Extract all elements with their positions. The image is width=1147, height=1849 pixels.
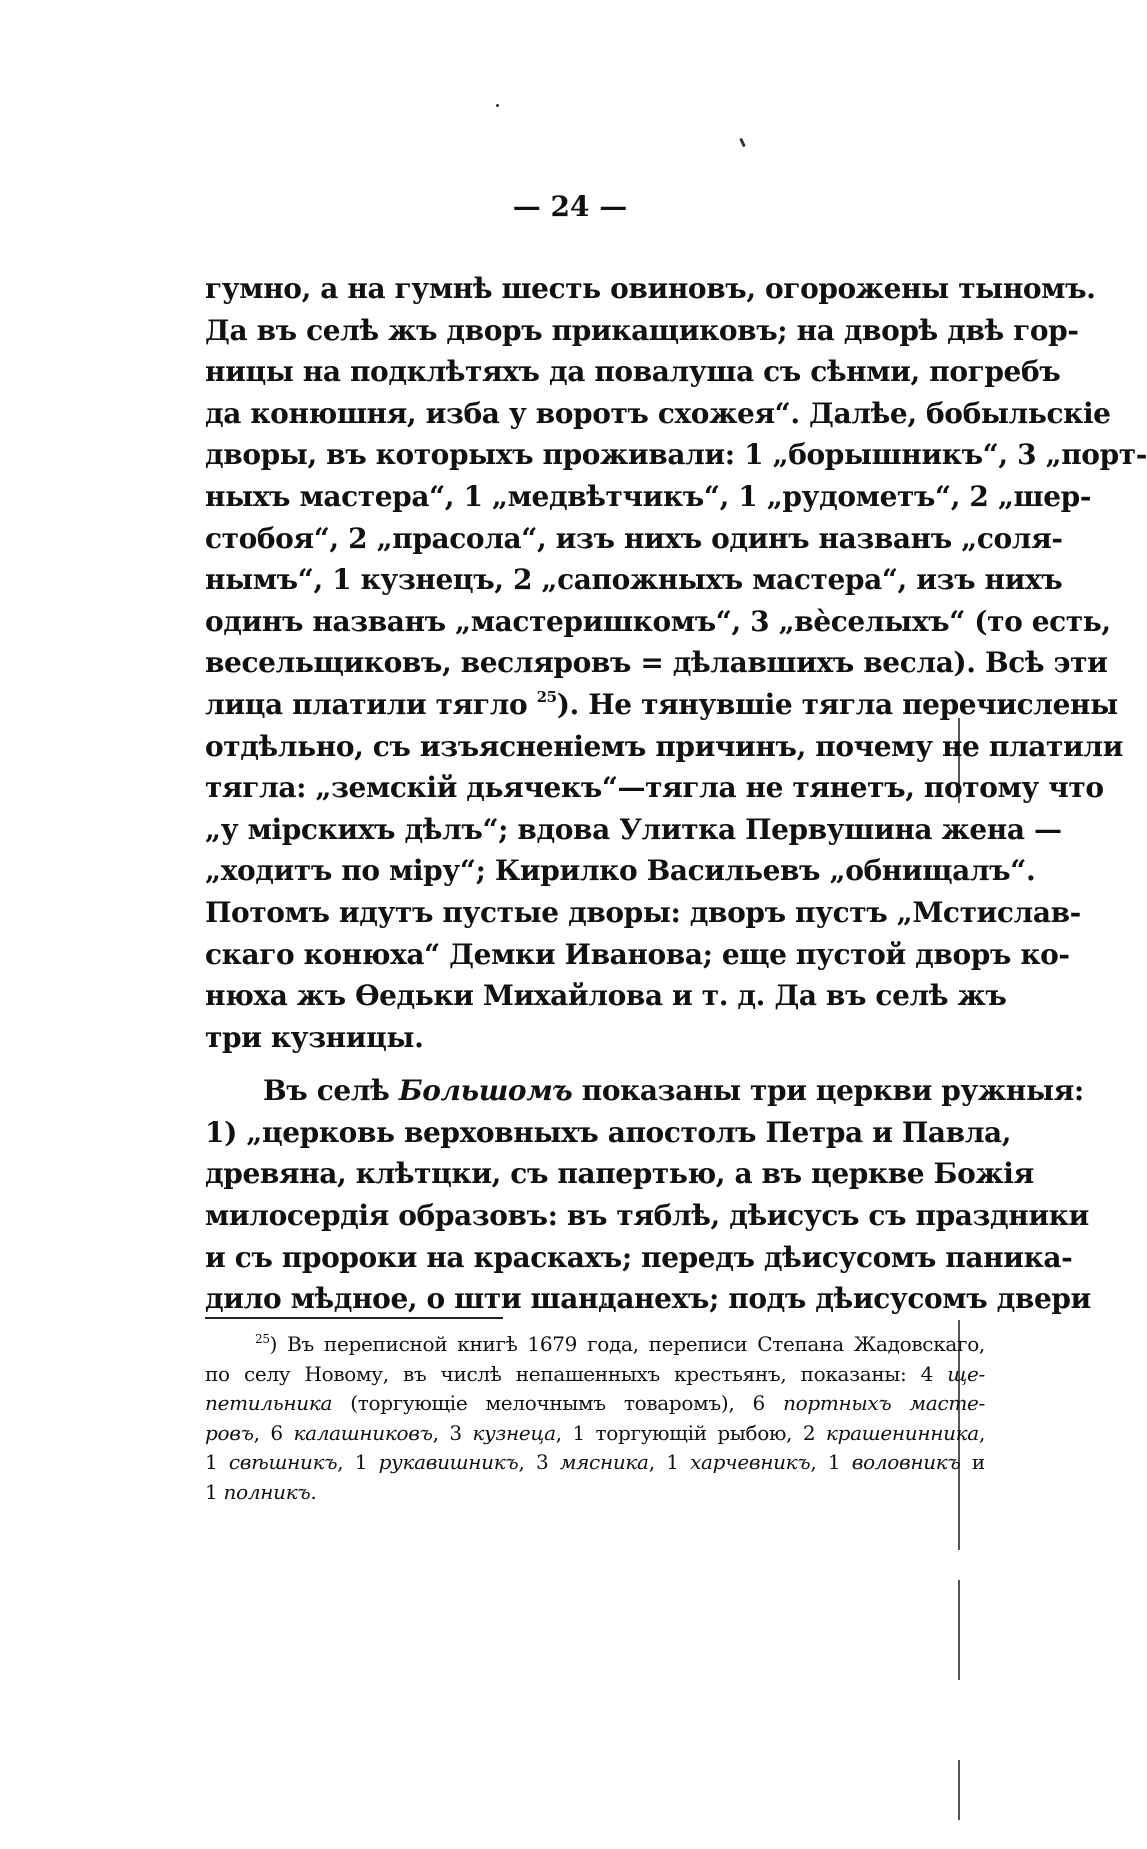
text-line: гумно, а на гумнѣ шесть овиновъ, огорожены тыномъ. [205,272,1096,305]
text-span: , 3 [518,1450,549,1475]
italic-term: ще- [947,1361,985,1386]
italic-term: портныхъ масте- [783,1391,985,1416]
footnote-line [205,1360,985,1390]
italic-place-name: Большомъ [398,1074,573,1108]
footnote-reference[interactable]: 25 [536,687,557,706]
text-line: „ходитъ по міру“; Кирилко Васильевъ „обнищалъ“. [205,854,1036,888]
text-line-with-footnote-ref [205,684,1118,726]
italic-term: крашенинника [825,1420,979,1445]
text-span: , 3 [432,1420,462,1445]
text-line: дило мѣдное, о шти шанданехъ; подъ дѣисусомъ двери [205,1282,1091,1316]
paragraph-gap [205,1058,985,1070]
margin-line [958,1760,960,1820]
text-line: скаго конюха“ Демки Иванова; еще пустой дворъ ко- [205,937,1070,971]
text-span: показаны три церкви ружныя: [572,1074,1084,1108]
text-span: Въ селѣ [263,1074,399,1108]
text-span: , 1 [337,1450,368,1475]
text-span: . [310,1479,317,1504]
footnote-rule [205,1317,503,1319]
scan-speck [739,138,746,147]
text-span: 1 [205,1450,218,1475]
page-number: — 24 — [512,190,628,223]
text-line: „у мірскихъ дѣлъ“; вдова Улитка Первушина жена — [205,812,1062,846]
italic-term: воловникъ [851,1450,961,1475]
footnote-line [205,1448,985,1478]
text-line: дворы, въ которыхъ проживали: 1 „борышникъ“, 3 „порт- [205,438,1147,472]
italic-term: рукавишникъ [378,1450,519,1475]
text-span: 1 [205,1479,218,1504]
scan-speck [496,104,499,107]
text-line: ницы на подклѣтяхъ да повалуша съ сѣнми, погребъ [205,355,1061,389]
italic-term: мясника [559,1450,649,1475]
text-span: , 1 [648,1450,679,1475]
italic-term: полникъ [223,1479,311,1504]
text-line: отдѣльно, съ изъясненіемъ причинъ, почему не платили [205,729,1124,763]
text-line: ныхъ мастера“, 1 „медвѣтчикъ“, 1 „рудометъ“, 2 „шер- [205,479,1092,513]
text-span: и [960,1450,985,1475]
text-span: ) Въ переписной книгѣ 1679 года, переписи Степана Жадовскаго, [269,1332,985,1356]
text-line: Да въ селѣ жъ дворъ прикащиковъ; на дворѣ двѣ гор- [205,313,1079,347]
text-span: по селу Новому, въ числѣ непашенныхъ крестьянъ, показаны: 4 [205,1361,934,1386]
text-line: одинъ названъ „мастеришкомъ“, 3 „вѐселыхъ“ (то есть, [205,604,1111,638]
text-line: древяна, клѣтцки, съ папертью, а въ церкве Божія [205,1157,1034,1191]
italic-term: петильника [205,1391,333,1416]
text-line: три кузницы. [205,1020,424,1054]
text-line: Потомъ идутъ пустые дворы: дворъ пустъ „Мстислав- [205,895,1081,929]
italic-term: ровъ [205,1420,254,1445]
footnote-line [205,1478,985,1508]
text-line: 1) „церковь верховныхъ апостолъ Петра и Павла, [205,1115,1012,1149]
italic-term: харчевникъ [690,1450,811,1475]
text-line: нюха жъ Ѳедьки Михайлова и т. д. Да въ селѣ жъ [205,979,1007,1013]
text-span: , 6 [253,1420,283,1445]
text-span: (торгующіе мелочнымъ товаромъ), 6 [332,1391,765,1416]
footnote-line [205,1389,985,1419]
text-line: милосердія образовъ: въ тяблѣ, дѣисусъ съ праздники [205,1199,1089,1233]
text-line: весельщиковъ, весляровъ = дѣлавшихъ весла). Всѣ эти [205,646,1108,680]
footnote-mark: 25 [255,1332,270,1346]
text-span: , 1 торгующій рыбою, 2 [555,1420,816,1445]
footnote-line [205,1330,985,1360]
italic-term: свѣшникъ [228,1450,338,1475]
main-text [205,268,1147,1320]
margin-line [958,1580,960,1680]
italic-term: кузнеца [472,1420,556,1445]
footnote [205,1330,985,1508]
text-line: нымъ“, 1 кузнецъ, 2 „сапожныхъ мастера“, изъ нихъ [205,563,1063,597]
text-span: , [978,1420,985,1445]
text-span: лица платили тягло [205,687,528,721]
footnote-line [205,1419,985,1449]
text-line: да конюшня, изба у воротъ схожея“. Далѣе, бобыльскіе [205,396,1111,430]
text-line: и съ пророки на краскахъ; передъ дѣисусомъ паника- [205,1240,1073,1274]
text-span: ). Не тянувшіе тягла перечислены [556,687,1118,721]
text-span: , 1 [810,1450,841,1475]
italic-term: калашниковъ [293,1420,433,1445]
text-line [205,1070,1084,1112]
text-line: стобоя“, 2 „прасола“, изъ нихъ одинъ названъ „соля- [205,521,1063,555]
text-line: тягла: „земскій дьячекъ“—тягла не тянетъ, потому что [205,771,1104,805]
